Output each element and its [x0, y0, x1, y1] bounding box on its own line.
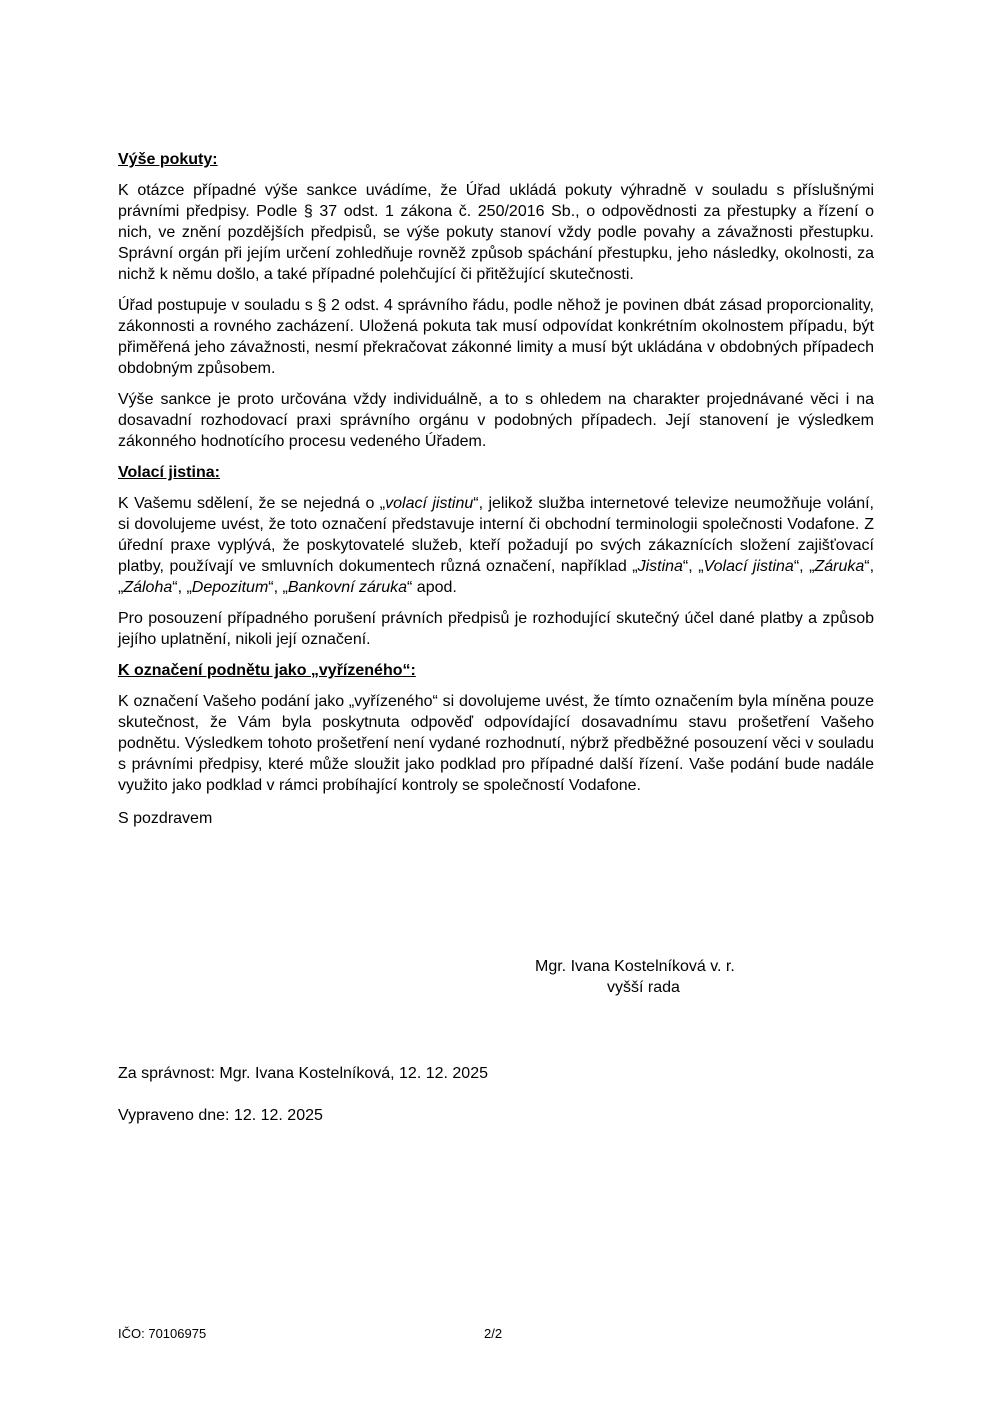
- section-heading: K označení podnětu jako „vyřízeného“:: [118, 662, 416, 679]
- section-heading: Volací jistina:: [118, 464, 220, 481]
- section-heading: Výše pokuty:: [118, 151, 218, 168]
- paragraph: [118, 295, 874, 379]
- text-run: “, jelikož služba internetové televize neumožňuje volání, si dovolujeme uvést, že toto označení představuje interní či obchodní terminologii společnosti Vodafone. Z úřední praxe vyplývá, že poskytovatelé služeb, kteří požadují po svých zákaznících složení zajišťovací platby, používají ve smluvních dokumentech různá označení, například „: [118, 495, 874, 575]
- paragraph: [118, 389, 874, 452]
- accuracy-note: Za správnost: Mgr. Ivana Kostelníková, 12. 12. 2025: [118, 1065, 488, 1082]
- italic-term: Depozitum: [191, 579, 269, 596]
- closing-greeting: S pozdravem: [118, 810, 213, 827]
- text-run: “, „: [172, 579, 192, 596]
- italic-term: Záruka: [814, 558, 865, 575]
- signatory-title: vyšší rada: [607, 979, 680, 996]
- italic-term: Jistina: [637, 558, 683, 575]
- text-run: Úřad postupuje v souladu s § 2 odst. 4 správního řádu, podle něhož je povinen dbát zásad proporcionality, zákonnosti a rovného zacházení. Uložená pokuta tak musí odpovídat konkrétním okolnostem případu, být přiměřená jeho závažnosti, nesmí překračovat zákonné limity a musí být ukládána v obdobných případech obdobným způsobem.: [118, 297, 874, 377]
- text-run: “ apod.: [407, 579, 457, 596]
- paragraph: [118, 180, 874, 285]
- paragraph: [118, 608, 874, 650]
- paragraph: [118, 493, 874, 598]
- dispatch-date: Vypraveno dne: 12. 12. 2025: [118, 1107, 323, 1124]
- text-run: “, „: [268, 579, 288, 596]
- text-run: “, „: [682, 558, 704, 575]
- italic-term: Bankovní záruka: [287, 579, 408, 596]
- text-run: K Vašemu sdělení, že se nejedná o „: [118, 495, 386, 512]
- text-run: “, „: [793, 558, 815, 575]
- text-run: Výše sankce je proto určována vždy individuálně, a to s ohledem na charakter projednávané věci i na dosavadní rozhodovací praxi správního orgánu v podobných případech. Její stanovení je výsledkem zákonného hodnotícího procesu vedeného Úřadem.: [118, 391, 874, 450]
- text-run: “, „: [118, 558, 875, 596]
- letter-body: [118, 149, 874, 829]
- paragraph: [118, 691, 874, 796]
- italic-term: volací jistinu: [385, 495, 474, 512]
- footer-page-number: 2/2: [484, 1326, 503, 1341]
- section-fine-amount: [118, 149, 874, 452]
- signature-block: [535, 956, 835, 998]
- italic-term: Volací jistina: [703, 558, 794, 575]
- section-resolved-status: [118, 660, 874, 796]
- footer-company-id: IČO: 70106975: [118, 1326, 207, 1341]
- text-run: K označení Vašeho podání jako „vyřízeného“ si dovolujeme uvést, že tímto označením byla míněna pouze skutečnost, že Vám byla poskytnuta odpověď odpovídající dosavadnímu stavu prošetření Vašeho podnětu. Výsledkem tohoto prošetření není vydané rozhodnutí, nýbrž předběžné posouzení věci v souladu s právními předpisy, které může sloužit jako podklad pro případné další řízení. Vaše podání bude nadále využito jako podklad v rámci probíhající kontroly se společností Vodafone.: [118, 693, 874, 794]
- section-call-deposit: [118, 462, 874, 650]
- signatory-name: Mgr. Ivana Kostelníková v. r.: [535, 958, 735, 975]
- text-run: K otázce případné výše sankce uvádíme, že Úřad ukládá pokuty výhradně v souladu s příslušnými právními předpisy. Podle § 37 odst. 1 zákona č. 250/2016 Sb., o odpovědnosti za přestupky a řízení o nich, ve znění pozdějších předpisů, se výše pokuty stanoví vždy podle povahy a závažnosti přestupku. Správní orgán při jejím určení zohledňuje rovněž způsob spáchání přestupku, jeho následky, okolnosti, za nichž k němu došlo, a také případné polehčující či přitěžující skutečnosti.: [118, 182, 874, 283]
- italic-term: Záloha: [123, 579, 173, 596]
- text-run: Pro posouzení případného porušení právních předpisů je rozhodující skutečný účel dané platby a způsob jejího uplatnění, nikoli její označení.: [118, 610, 874, 648]
